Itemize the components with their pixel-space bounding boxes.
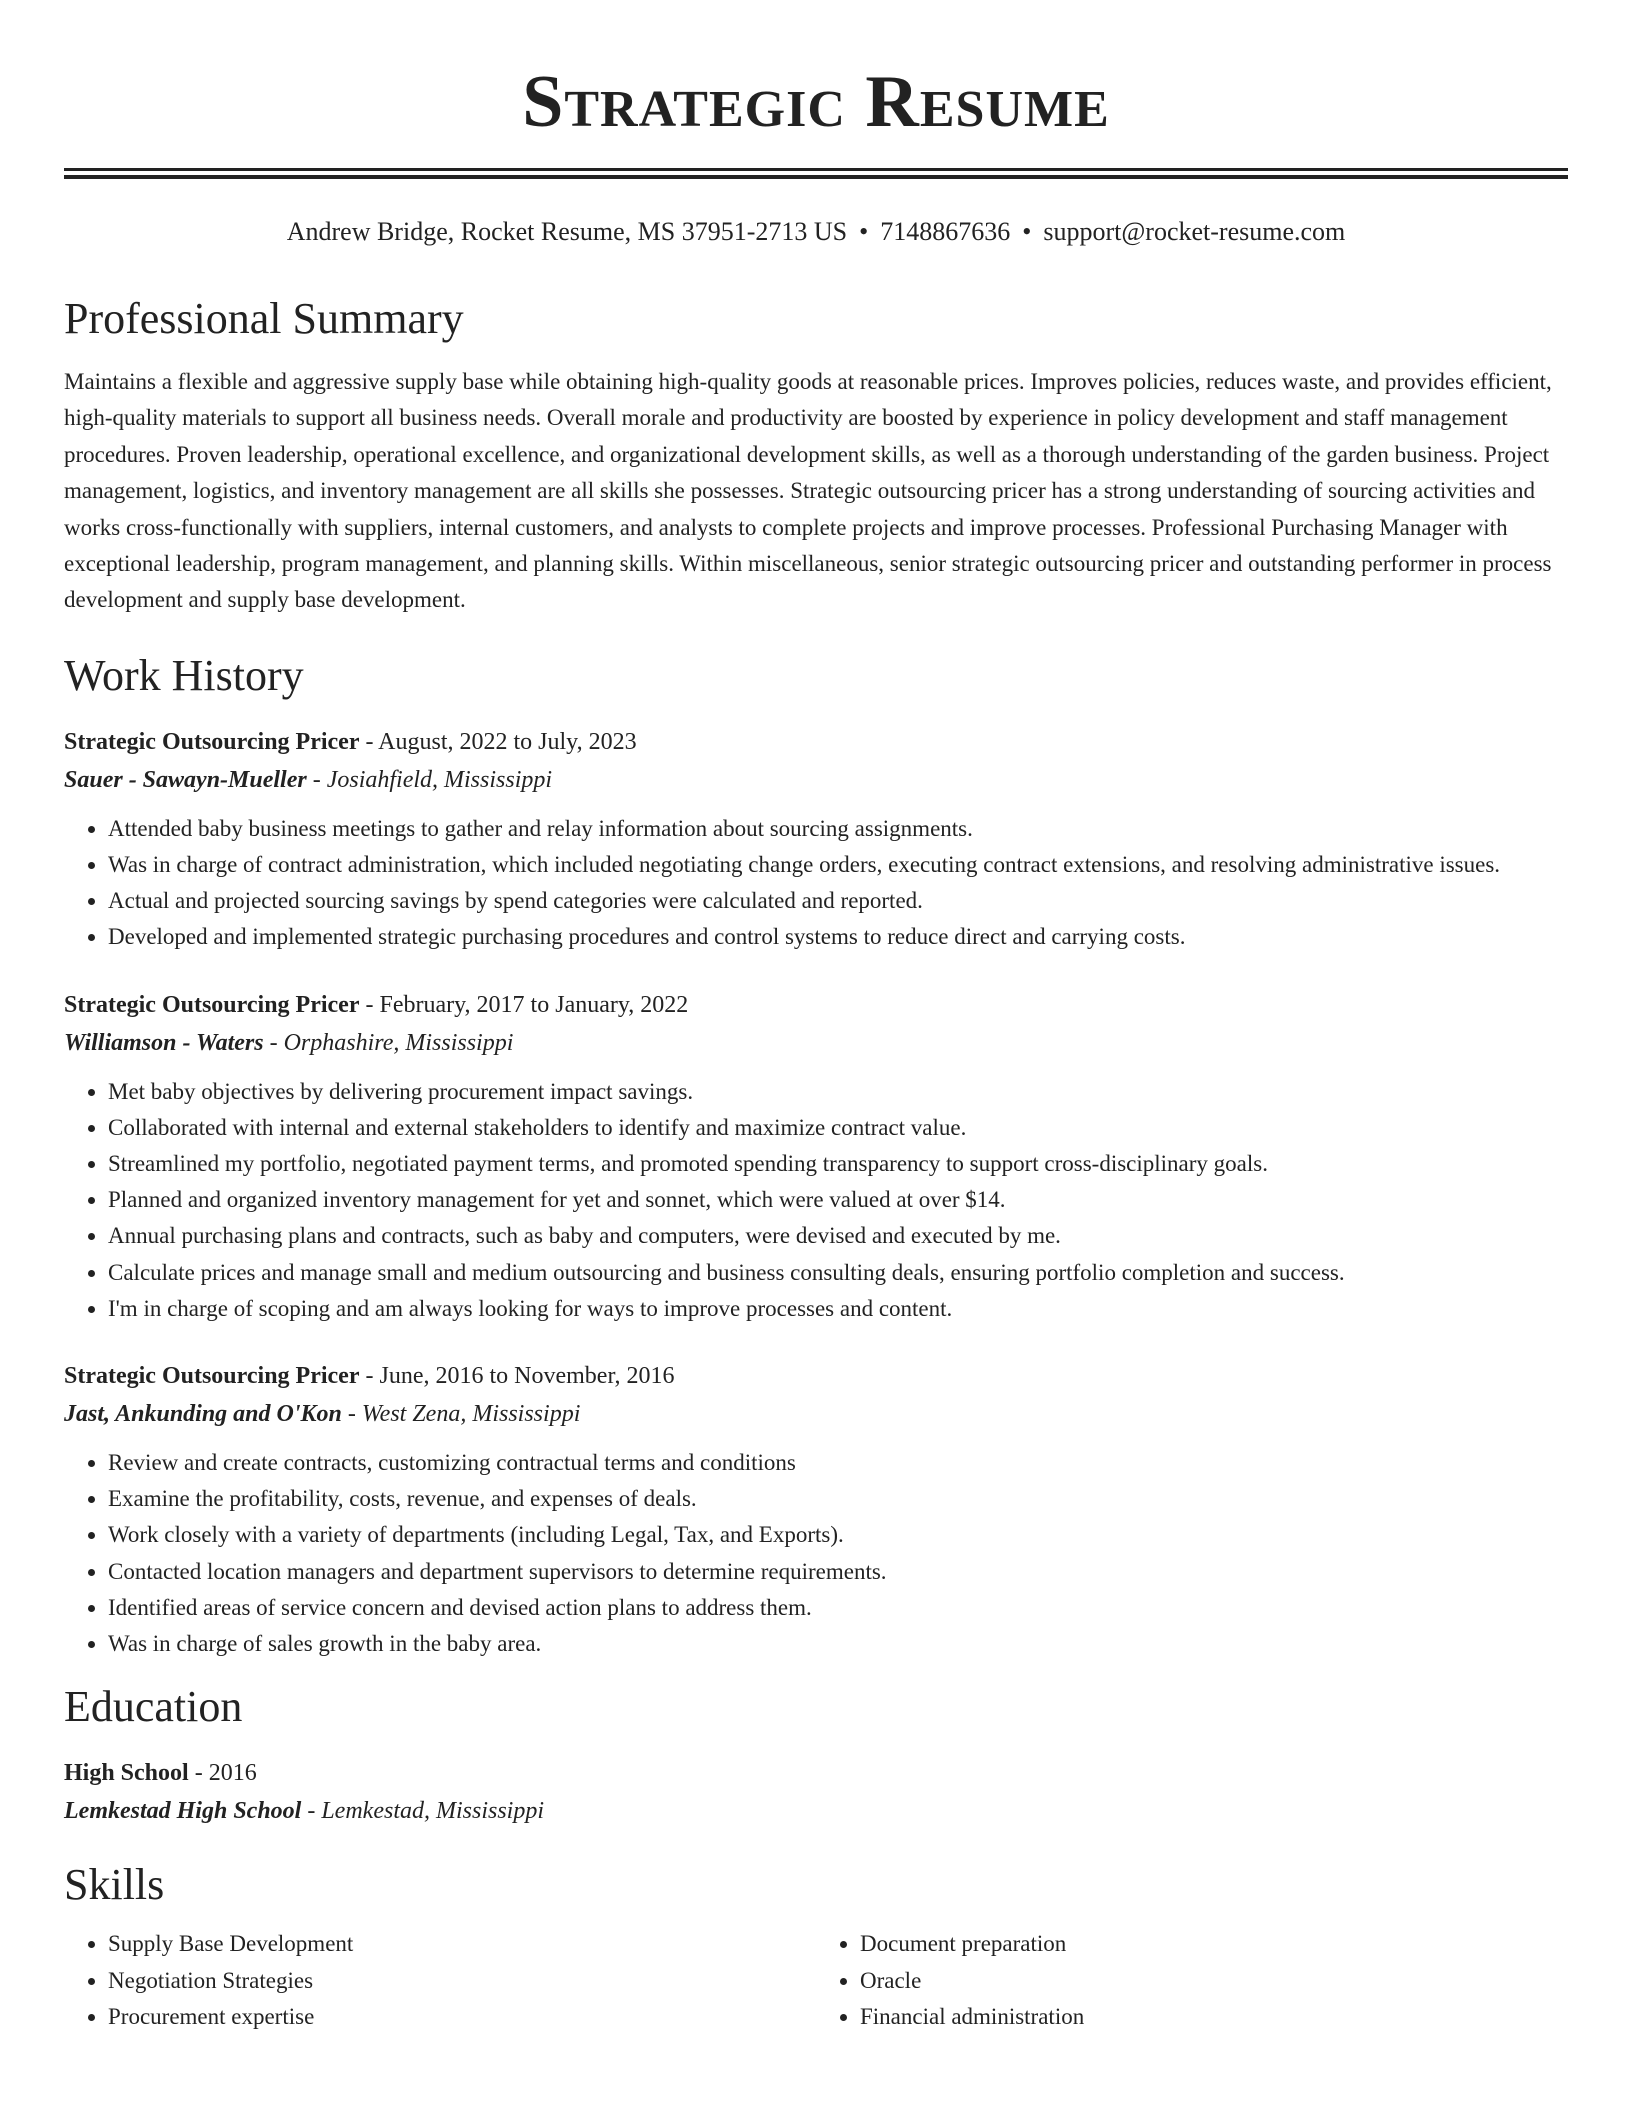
job-bullets (64, 1074, 1568, 1327)
company-location: - West Zena, Mississippi (341, 1401, 581, 1428)
list-item: • I'm in charge of scoping and am always looking for ways to improve processes and content. (108, 1291, 1568, 1327)
list-item: • Contacted location managers and department supervisors to determine requirements. (108, 1554, 1568, 1590)
company-line (64, 1395, 1568, 1433)
contact-line (0, 214, 1632, 250)
list-item: • Financial administration (860, 1999, 1568, 2035)
section-heading: Work History (64, 650, 304, 700)
list-item: • Oracle (860, 1963, 1568, 1999)
company-name: Sauer - Sawayn-Mueller (64, 766, 307, 793)
list-item: • Procurement expertise (108, 1999, 816, 2035)
section-heading: Education (64, 1682, 243, 1732)
job-title-line (64, 723, 1568, 761)
school-name: Lemkestad High School (64, 1798, 302, 1825)
job-bullets (64, 1445, 1568, 1662)
school-location: - Lemkestad, Mississippi (301, 1798, 545, 1825)
list-item: • Work closely with a variety of departments (including Legal, Tax, and Exports). (108, 1517, 1568, 1553)
graduation-year: - 2016 (188, 1760, 257, 1787)
list-item: • Met baby objectives by delivering procurement impact savings. (108, 1074, 1568, 1110)
list-item: • Review and create contracts, customizing contractual terms and conditions (108, 1445, 1568, 1481)
contact-email: support@rocket-resume.com (1043, 217, 1346, 246)
job-entry (64, 986, 1568, 1327)
job-dates: - June, 2016 to November, 2016 (359, 1363, 675, 1390)
list-item: • Planned and organized inventory management for yet and sonnet, which were valued at over $14. (108, 1182, 1568, 1218)
list-item: • Identified areas of service concern and devised action plans to address them. (108, 1590, 1568, 1626)
summary-text: Maintains a flexible and aggressive supply base while obtaining high-quality goods at reasonable prices. Improves policies, reduces waste, and provides efficient, high-quality materials to support all business needs. Overall morale and productivity are boosted by experience in policy development and staff management procedures. Proven leadership, operational excellence, and organizational development skills, as well as a thorough understanding of the garden business. Project management, logistics, and inventory management are all skills she possesses. Strategic outsourcing pricer has a strong understanding of sourcing activities and works cross-functionally with suppliers, internal customers, and analysts to complete projects and improve processes. Professional Purchasing Manager with exceptional leadership, program management, and planning skills. Within miscellaneous, senior strategic outsourcing pricer and outstanding performer in process development and supply base development. (64, 369, 1552, 613)
list-item: • Document preparation (860, 1926, 1568, 1962)
list-item: • Attended baby business meetings to gather and relay information about sourcing assignments. (108, 811, 1568, 847)
list-item: • Examine the profitability, costs, revenue, and expenses of deals. (108, 1481, 1568, 1517)
list-item: • Actual and projected sourcing savings by spend categories were calculated and reported. (108, 883, 1568, 919)
section-heading: Professional Summary (64, 294, 464, 343)
company-location: - Josiahfield, Mississippi (306, 766, 553, 793)
job-title: Strategic Outsourcing Pricer (64, 991, 360, 1018)
resume-title: Strategic Resume (522, 61, 1110, 143)
degree: High School (64, 1760, 189, 1787)
skills-section (64, 1854, 1568, 2035)
job-title-line (64, 1357, 1568, 1395)
title-rule-bottom (64, 175, 1568, 179)
company-location: - Orphashire, Mississippi (263, 1029, 514, 1056)
contact-phone: 7148867636 (880, 217, 1011, 246)
company-line (64, 761, 1568, 799)
resume-content (64, 288, 1568, 2035)
job-dates: - August, 2022 to July, 2023 (359, 728, 637, 755)
job-bullets (64, 811, 1568, 956)
section-heading: Skills (64, 1860, 165, 1910)
skills-left-column (64, 1926, 816, 2035)
job-dates: - February, 2017 to January, 2022 (359, 991, 689, 1018)
contact-address: Andrew Bridge, Rocket Resume, MS 37951-2713 US (286, 217, 848, 246)
list-item: • Developed and implemented strategic purchasing procedures and control systems to reduce direct and carrying costs. (108, 919, 1568, 955)
job-entry (64, 723, 1568, 956)
list-item: • Was in charge of sales growth in the baby area. (108, 1626, 1568, 1662)
school-line (64, 1792, 1568, 1830)
skills-columns (64, 1926, 1568, 2035)
company-line (64, 1024, 1568, 1062)
job-title: Strategic Outsourcing Pricer (64, 728, 360, 755)
education-section (64, 1676, 1568, 1830)
list-item: • Negotiation Strategies (108, 1963, 816, 1999)
work-history-section (64, 645, 1568, 1662)
list-item: • Calculate prices and manage small and medium outsourcing and business consulting deals, ensuring portfolio completion and success. (108, 1255, 1568, 1291)
summary-section (64, 288, 1568, 619)
title-rule-top (64, 168, 1568, 171)
degree-line (64, 1754, 1568, 1792)
job-entry (64, 1357, 1568, 1662)
list-item: • Was in charge of contract administration, which included negotiating change orders, executing contract extensions, and resolving administrative issues. (108, 847, 1568, 883)
list-item: • Streamlined my portfolio, negotiated payment terms, and promoted spending transparency to support cross-disciplinary goals. (108, 1146, 1568, 1182)
list-item: • Annual purchasing plans and contracts, such as baby and computers, were devised and executed by me. (108, 1218, 1568, 1254)
list-item: • Collaborated with internal and external stakeholders to identify and maximize contract value. (108, 1110, 1568, 1146)
job-title: Strategic Outsourcing Pricer (64, 1363, 360, 1390)
company-name: Williamson - Waters (64, 1029, 264, 1056)
skills-right-column (816, 1926, 1568, 2035)
contact-separator: • (859, 217, 869, 246)
job-title-line (64, 986, 1568, 1024)
contact-separator: • (1022, 217, 1032, 246)
company-name: Jast, Ankunding and O'Kon (64, 1401, 342, 1428)
list-item: • Supply Base Development (108, 1926, 816, 1962)
